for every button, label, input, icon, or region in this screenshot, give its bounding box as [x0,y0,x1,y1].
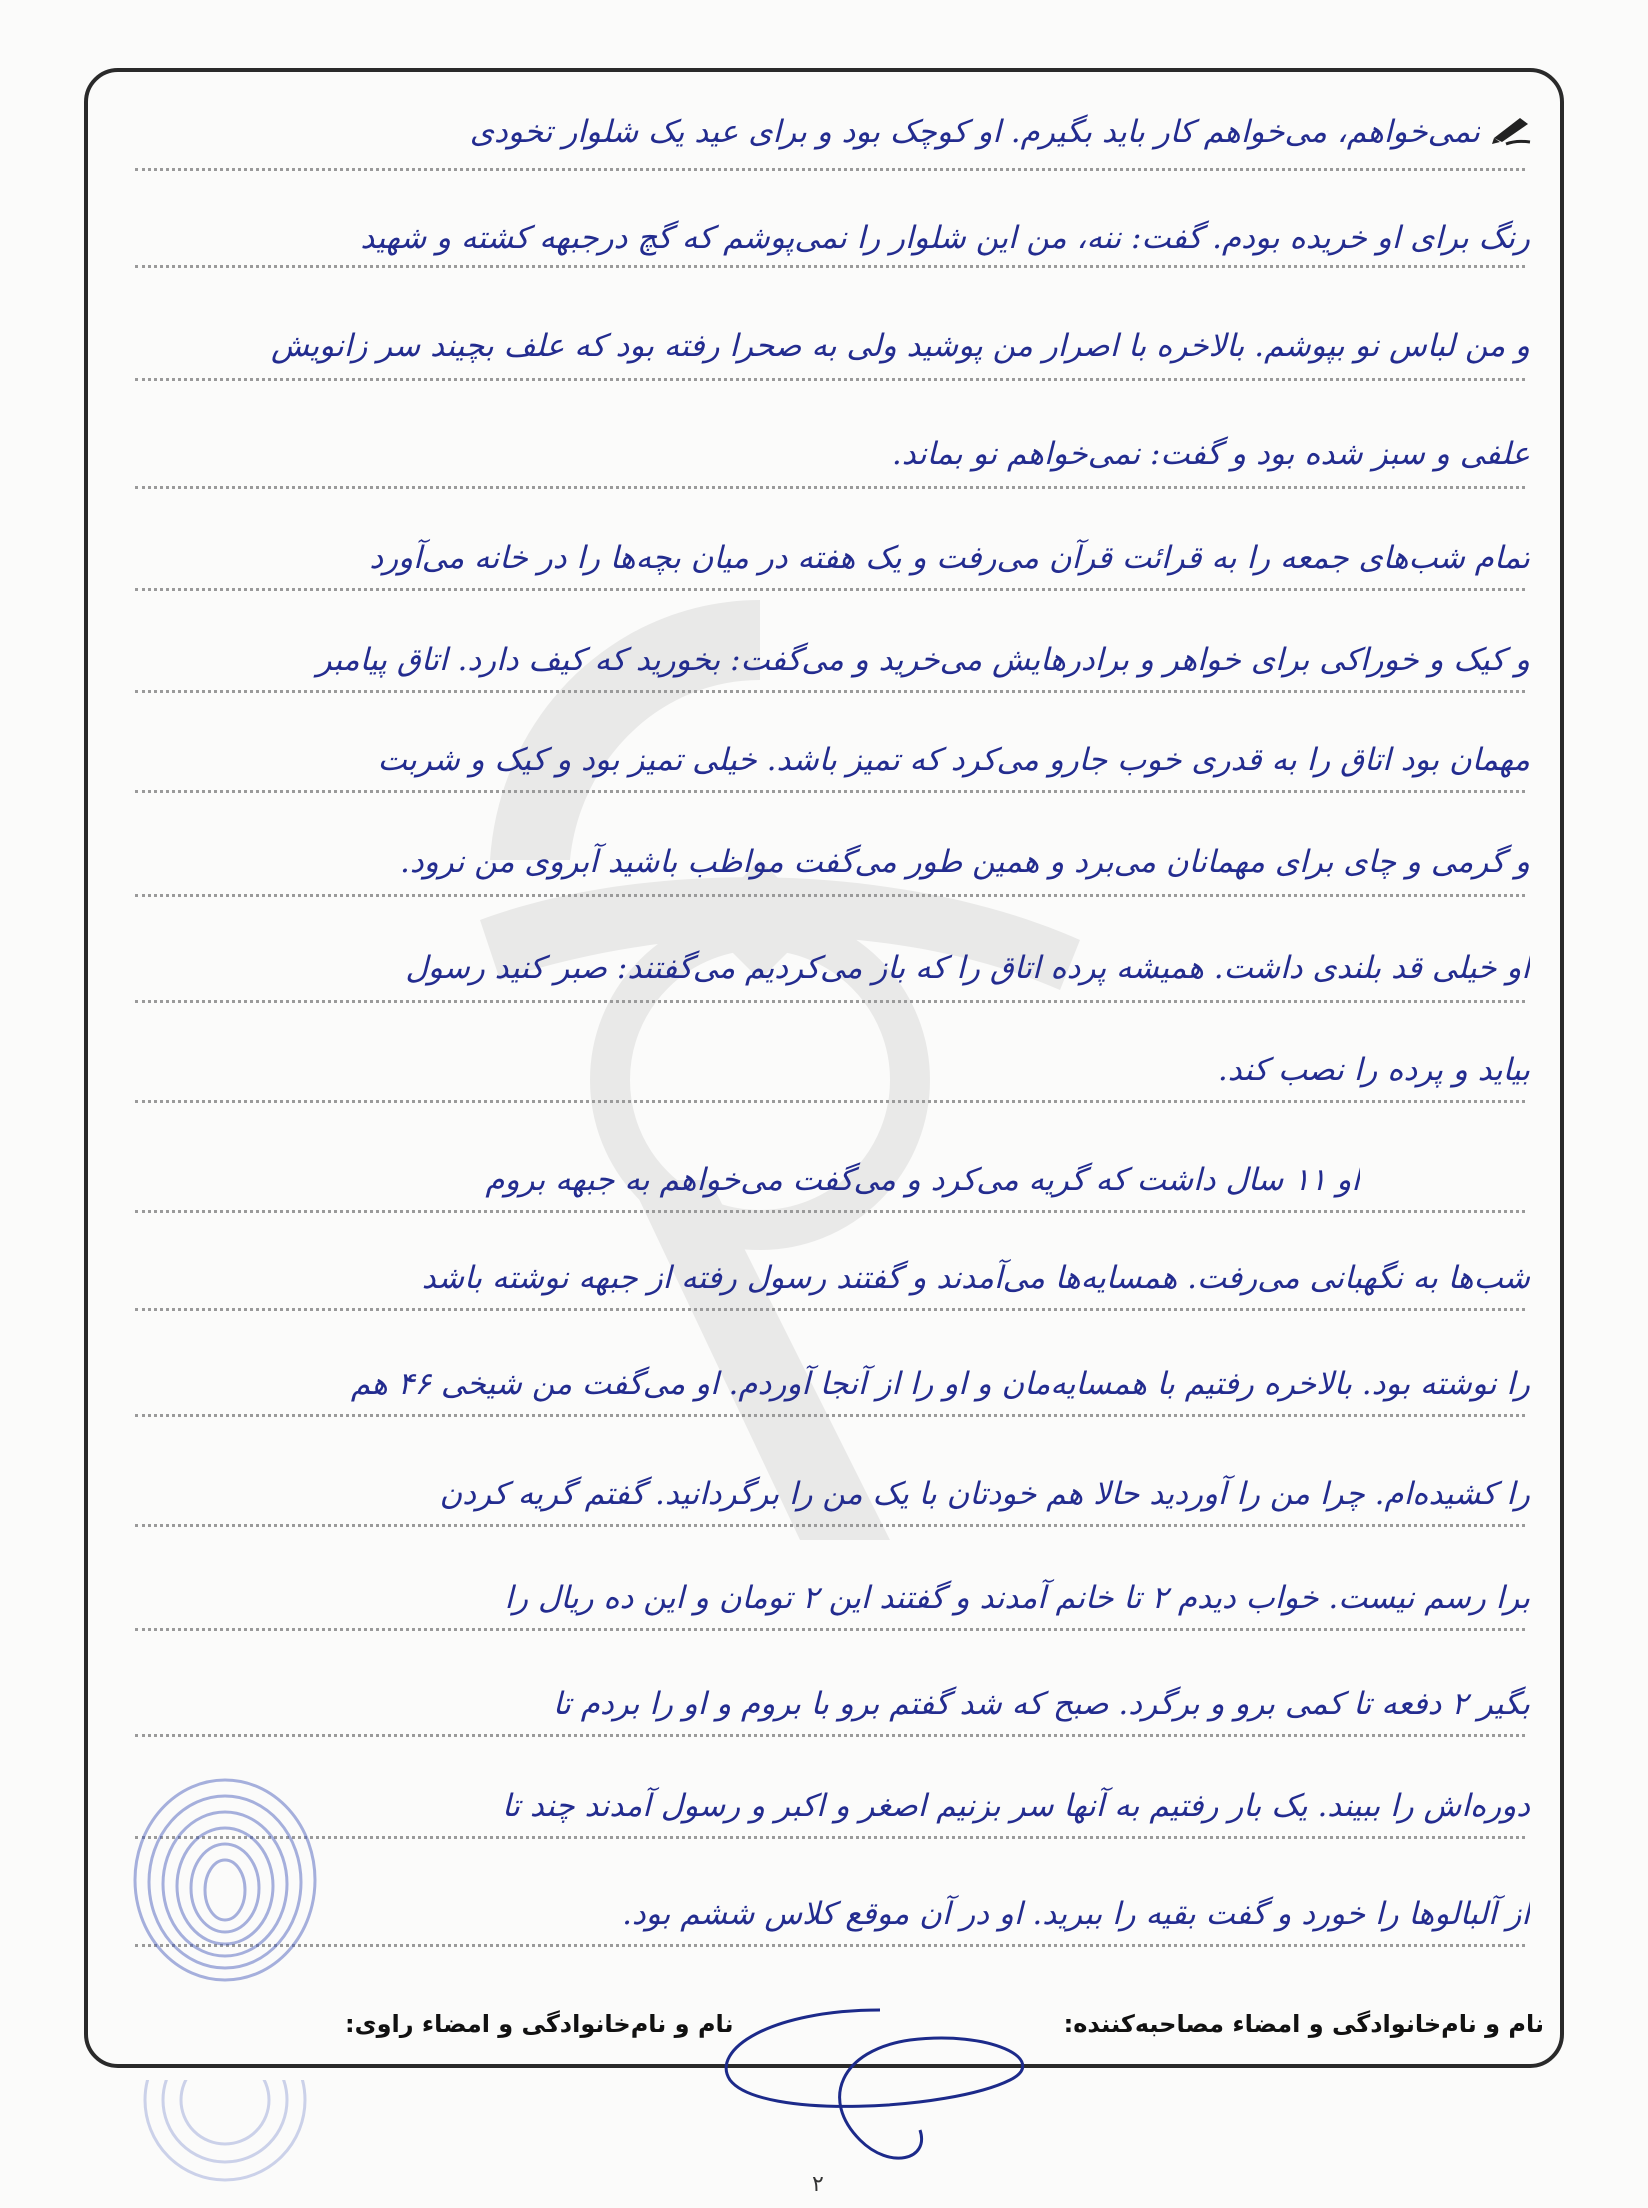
narrative-line: دوره‌اش را ببیند. یک بار رفتیم به آنها سر بزنیم اصغر و اکبر و رسول آمدند چند تا [501,1788,1530,1824]
guide-line [135,1524,1525,1527]
guide-line [135,486,1525,489]
narrative-line: از آلبالو‌ها را خورد و گفت بقیه را ببرید. او در آن موقع کلاس ششم بود. [622,1896,1530,1932]
narrative-line: را کشیده‌ام. چرا من را آوردید حالا هم خودتان با یک من را برگردانید. گفتم گریه کردن [439,1476,1530,1512]
guide-line [135,1100,1525,1103]
guide-line [135,1000,1525,1003]
narrative-line: را نوشته بود. بالاخره رفتیم با همسایه‌مان و او را از آنجا آوردم. او می‌گفت من شیخی ۴۶ هم [350,1366,1530,1402]
narrative-line: او ۱۱ سال داشت که گریه می‌کرد و می‌گفت می‌خواهم به جبهه بروم [485,1162,1360,1198]
narrative-line: بگیر ۲ دفعه تا کمی برو و برگرد. صبح که شد گفتم برو با بروم و او را بردم تا [552,1686,1530,1722]
guide-line [135,1628,1525,1631]
narrative-line: رنگ برای او خریده بودم. گفت: ننه، من این شلوار را نمی‌پوشم که گچ درجبهه کشته و شهید [360,220,1530,256]
narrative-line: و گرمی و چای برای مهمانان می‌برد و همین طور می‌گفت مواظب باشید آبروی من نرود. [400,844,1530,880]
guide-line [135,588,1525,591]
guide-line [135,378,1525,381]
narrative-line: برا رسم نیست. خواب دیدم ۲ تا خانم آمدند و گفتند این ۲ تومان و این ده ریال را [504,1580,1530,1616]
guide-line [135,265,1525,268]
guide-line [135,1414,1525,1417]
fingerprint-mark [130,2080,320,2190]
guide-line [135,1944,1525,1947]
narrative-line: شب‌ها به نگهبانی می‌رفت. همسایه‌ها می‌آمدند و گفتند رسول رفته از جبهه نوشته باشد [421,1260,1530,1296]
narrative-line: تمام شب‌های جمعه را به قرائت قرآن می‌رفت و یک هفته در میان بچه‌ها را در خانه می‌آورد [369,540,1530,576]
narrative-line: و من لباس نو بپوشم. بالاخره با اصرار من پوشید ولی به صحرا رفته بود که علف بچیند سر زانویش [270,328,1530,364]
pen-writing-icon [1490,112,1534,146]
narrative-line: او خیلی قد بلندی داشت. همیشه پرده اتاق را که باز می‌کردیم می‌گفتند: صبر کنید رسول [405,950,1530,986]
guide-line [135,1734,1525,1737]
narrator-signature-label: نام و نام‌خانوادگی و امضاء راوی: [345,2010,734,2038]
narrative-line: بیاید و پرده را نصب کند. [1217,1052,1530,1088]
page-number: ۲ [812,2172,824,2197]
guide-line [135,1210,1525,1213]
interviewer-signature-label: نام و نام‌خانوادگی و امضاء مصاحبه‌کننده: [1063,2010,1544,2038]
guide-line [135,1308,1525,1311]
guide-line [135,690,1525,693]
guide-line [135,168,1525,171]
narrative-line: مهمان بود اتاق را به قدری خوب جارو می‌کرد که تمیز باشد. خیلی تمیز بود و کیک و شربت [377,742,1530,778]
guide-line [135,790,1525,793]
narrative-line: علفی و سبز شده بود و گفت: نمی‌خواهم نو بماند. [891,436,1530,472]
guide-line [135,1836,1525,1839]
guide-line [135,894,1525,897]
narrative-line: نمی‌خواهم، می‌خواهم کار باید بگیرم. او کوچک بود و برای عید یک شلوار تخودی [469,114,1480,150]
narrative-line: و کیک و خوراکی برای خواهر و برادرهایش می‌خرید و می‌گفت: بخورید که کیف دارد. اتاق پیامبر [316,642,1530,678]
